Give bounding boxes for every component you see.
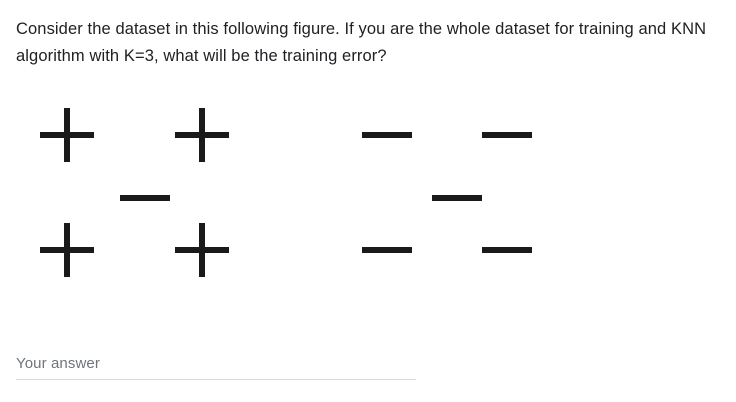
plus-vertical-bar [64,108,70,162]
data-point-plus [40,223,94,277]
dataset-figure [22,98,622,298]
data-point-plus [175,108,229,162]
data-point-plus [40,108,94,162]
data-point-plus [175,223,229,277]
data-point-minus [120,195,170,201]
answer-input-underline [16,379,416,380]
data-point-minus [482,247,532,253]
data-point-minus [362,132,412,138]
answer-placeholder-label[interactable]: Your answer [16,355,100,372]
answer-field-wrapper[interactable] [16,355,416,380]
data-point-minus [432,195,482,201]
plus-vertical-bar [199,223,205,277]
plus-vertical-bar [64,223,70,277]
plus-vertical-bar [199,108,205,162]
data-point-minus [362,247,412,253]
question-text: Consider the dataset in this following figure. If you are the whole dataset for training and KNN algorithm with K=3, what will be the training error? [16,20,707,65]
data-point-minus [482,132,532,138]
